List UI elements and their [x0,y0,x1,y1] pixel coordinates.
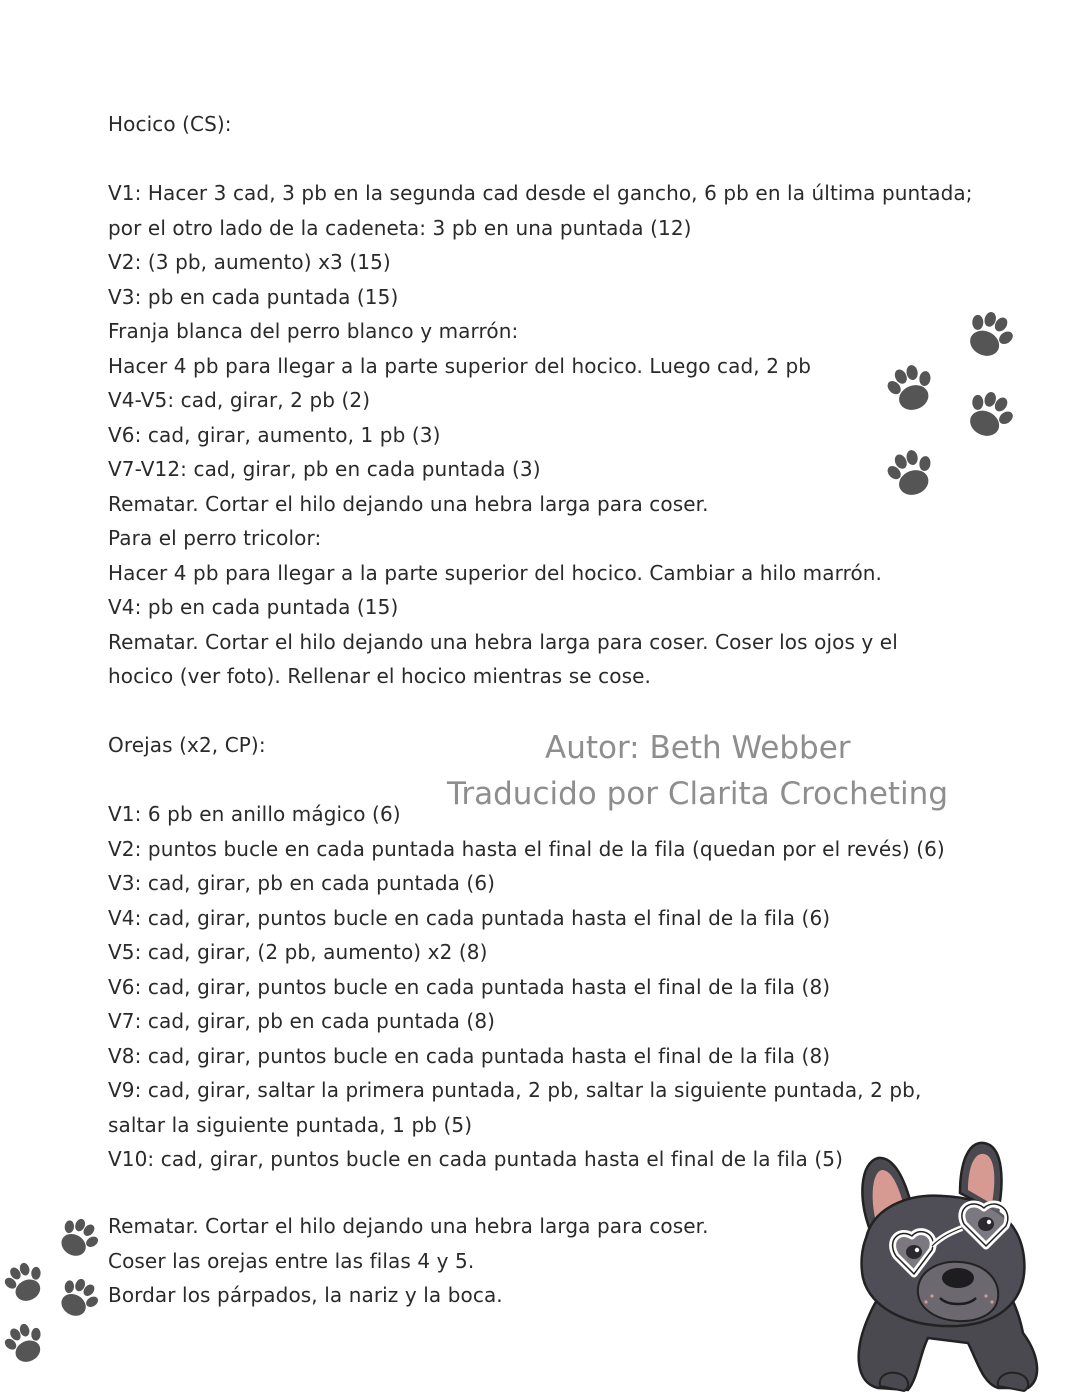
instruction-line: Franja blanca del perro blanco y marrón: [108,319,519,343]
instruction-line: V6: cad, girar, aumento, 1 pb (3) [108,422,441,447]
instruction-line: Bordar los párpados, la nariz y la boca. [108,1283,503,1307]
instruction-line: V4: cad, girar, puntos bucle en cada puntada hasta el final de la fila (6) [108,905,831,930]
instruction-line: Hacer 4 pb para llegar a la parte superior del hocico. Cambiar a hilo marrón. [108,560,883,585]
section-title-hocico: Hocico (CS): [108,112,232,136]
orejas-instructions [108,797,1008,1177]
instruction-line: por el otro lado de la cadeneta: 3 pb en una puntada (12) [108,215,692,240]
paw-print-icon [48,1212,106,1266]
instruction-line: V8: cad, girar, puntos bucle en cada puntada hasta el final de la fila (8) [108,1043,831,1068]
instruction-line: V2: (3 pb, aumento) x3 (15) [108,250,391,274]
instruction-line: V3: cad, girar, pb en cada puntada (6) [108,871,496,895]
instruction-line: V6: cad, girar, puntos bucle en cada puntada hasta el final de la fila (8) [108,974,831,999]
instruction-line: hocico (ver foto). Rellenar el hocico mientras se cose. [108,664,651,688]
instruction-line: V4: pb en cada puntada (15) [108,595,399,619]
instruction-line: V7: cad, girar, pb en cada puntada (8) [108,1009,496,1033]
spacer [108,142,1008,177]
instruction-line: Rematar. Cortar el hilo dejando una hebra larga para coser. [108,1214,709,1238]
paw-print-icon [955,305,1021,367]
section-title-orejas: Orejas (x2, CP): [108,733,266,757]
instruction-line: V3: pb en cada puntada (15) [108,284,399,309]
instruction-line: Rematar. Cortar el hilo dejando una hebra larga para coser. [108,491,709,516]
paw-print-icon [48,1272,106,1326]
author-credit: Autor: Beth Webber [545,730,851,766]
paw-print-icon [878,443,944,507]
instruction-line: saltar la siguiente puntada, 1 pb (5) [108,1112,473,1137]
translator-credit: Traducido por Clarita Crocheting [447,776,948,812]
instruction-line: V5: cad, girar, (2 pb, aumento) x2 (8) [108,940,488,964]
instruction-line: Hacer 4 pb para llegar a la parte superior del hocico. Luego cad, 2 pb [108,353,812,378]
instruction-line: V1: Hacer 3 cad, 3 pb en la segunda cad desde el gancho, 6 pb en la última puntada; [108,181,973,205]
instruction-line: V2: puntos bucle en cada puntada hasta el final de la fila (quedan por el revés) (6) [108,836,945,861]
instruction-line: V9: cad, girar, saltar la primera puntada, 2 pb, saltar la siguiente puntada, 2 pb, [108,1078,922,1102]
french-bulldog-illustration [848,1138,1048,1393]
instruction-line: Rematar. Cortar el hilo dejando una hebra larga para coser. Coser los ojos y el [108,629,898,654]
paw-print-icon [955,385,1021,447]
instruction-line: V1: 6 pb en anillo mágico (6) [108,802,401,826]
paw-print-icon [878,358,944,422]
instruction-line: V10: cad, girar, puntos bucle en cada puntada hasta el final de la fila (5) [108,1147,843,1171]
instruction-line: V4-V5: cad, girar, 2 pb (2) [108,388,371,412]
paw-print-icon [0,1316,54,1374]
instruction-line: V7-V12: cad, girar, pb en cada puntada (3) [108,457,541,481]
paw-print-icon [0,1255,54,1313]
instruction-line: Para el perro tricolor: [108,526,322,550]
instruction-line: Coser las orejas entre las filas 4 y 5. [108,1248,475,1273]
section-hocico [108,107,1008,694]
